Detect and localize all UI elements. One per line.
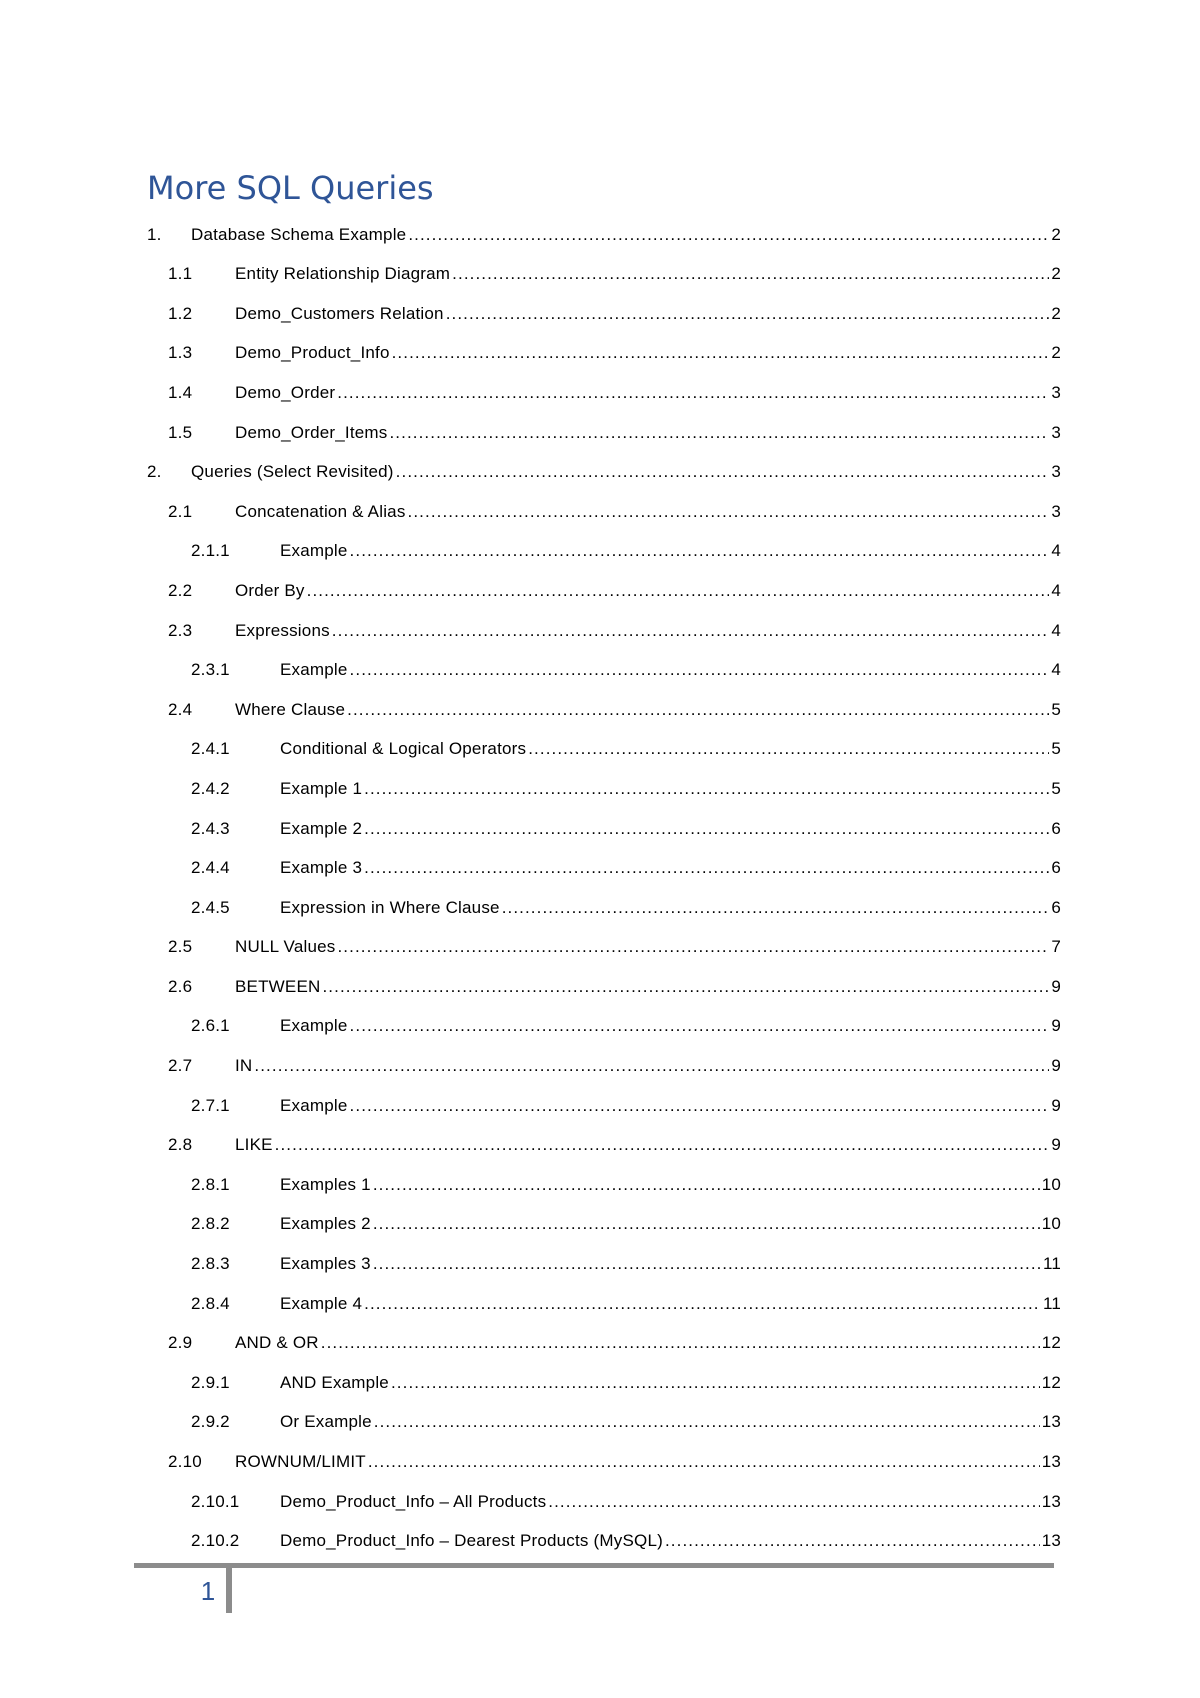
toc-dot-leader xyxy=(368,1451,1040,1473)
toc-dot-leader xyxy=(374,1411,1040,1433)
table-of-contents xyxy=(147,206,1061,1552)
toc-entry-label: Demo_Order_Items xyxy=(235,422,388,442)
toc-entry-label: Or Example xyxy=(280,1412,372,1432)
toc-entry-page: 9 xyxy=(1051,1056,1061,1076)
toc-entry[interactable] xyxy=(147,246,1061,286)
toc-dot-leader xyxy=(364,778,1049,800)
toc-entry-number: 2.6.1 xyxy=(191,1016,230,1036)
toc-entry-number: 2.9.2 xyxy=(191,1412,230,1432)
toc-entry-number: 2.4 xyxy=(168,699,193,719)
toc-entry-label: LIKE xyxy=(235,1135,273,1155)
toc-dot-leader xyxy=(350,1015,1050,1037)
toc-entry[interactable] xyxy=(147,325,1061,365)
toc-dot-leader xyxy=(322,976,1049,998)
toc-entry-number: 2.10.1 xyxy=(191,1491,240,1511)
toc-entry-number: 2.1 xyxy=(168,501,193,521)
toc-entry[interactable] xyxy=(147,1156,1061,1196)
toc-entry-page: 2 xyxy=(1051,343,1061,363)
toc-dot-leader xyxy=(502,897,1050,919)
toc-entry-label: Example 4 xyxy=(280,1293,363,1313)
toc-entry-label: Example xyxy=(280,1016,348,1036)
toc-dot-leader xyxy=(332,620,1050,642)
toc-entry-label: Demo_Product_Info – All Products xyxy=(280,1491,547,1511)
toc-entry-page: 2 xyxy=(1051,264,1061,284)
toc-entry-number: 2.9 xyxy=(168,1333,193,1353)
toc-entry-page: 9 xyxy=(1051,1135,1061,1155)
toc-entry-label: Concatenation & Alias xyxy=(235,501,406,521)
toc-entry-page: 7 xyxy=(1051,937,1061,957)
toc-entry-number: 1.2 xyxy=(168,303,193,323)
toc-dot-leader xyxy=(391,1372,1040,1394)
toc-entry[interactable] xyxy=(147,444,1061,484)
toc-dot-leader xyxy=(364,1293,1041,1315)
toc-entry-label: Example xyxy=(280,1095,348,1115)
toc-dot-leader xyxy=(389,422,1049,444)
toc-entry[interactable] xyxy=(147,1433,1061,1473)
toc-entry-number: 2.9.1 xyxy=(191,1372,230,1392)
toc-entry-page: 5 xyxy=(1051,778,1061,798)
toc-entry-page: 3 xyxy=(1051,382,1061,402)
toc-entry-label: Example xyxy=(280,660,348,680)
toc-entry-label: IN xyxy=(235,1056,253,1076)
toc-entry-page: 9 xyxy=(1051,1016,1061,1036)
toc-entry[interactable] xyxy=(147,1196,1061,1236)
toc-dot-leader xyxy=(373,1213,1040,1235)
toc-entry[interactable] xyxy=(147,1354,1061,1394)
toc-entry-number: 2.4.2 xyxy=(191,778,230,798)
toc-entry-page: 4 xyxy=(1051,541,1061,561)
toc-entry-number: 2.10.2 xyxy=(191,1531,240,1551)
toc-entry[interactable] xyxy=(147,364,1061,404)
toc-entry[interactable] xyxy=(147,998,1061,1038)
toc-entry[interactable] xyxy=(147,879,1061,919)
toc-entry-page: 4 xyxy=(1051,660,1061,680)
toc-entry-page: 5 xyxy=(1051,739,1061,759)
toc-dot-leader xyxy=(665,1530,1040,1552)
toc-dot-leader xyxy=(307,580,1050,602)
toc-dot-leader xyxy=(408,501,1050,523)
toc-entry-label: Examples 3 xyxy=(280,1254,371,1274)
toc-entry-number: 1.4 xyxy=(168,382,193,402)
toc-entry[interactable] xyxy=(147,1037,1061,1077)
toc-entry-page: 13 xyxy=(1041,1491,1061,1511)
toc-entry-page: 13 xyxy=(1041,1531,1061,1551)
toc-entry[interactable] xyxy=(147,404,1061,444)
toc-entry-label: Conditional & Logical Operators xyxy=(280,739,527,759)
toc-entry-label: Order By xyxy=(235,580,305,600)
toc-dot-leader xyxy=(373,1174,1040,1196)
toc-entry-number: 2.3.1 xyxy=(191,660,230,680)
toc-entry[interactable] xyxy=(147,206,1061,246)
toc-entry-page: 11 xyxy=(1042,1254,1061,1274)
toc-entry-label: Entity Relationship Diagram xyxy=(235,264,451,284)
toc-entry-number: 2.4.1 xyxy=(191,739,230,759)
toc-entry-page: 9 xyxy=(1051,1095,1061,1115)
toc-entry-number: 2.7 xyxy=(168,1056,193,1076)
toc-dot-leader xyxy=(364,818,1049,840)
toc-entry-page: 10 xyxy=(1041,1214,1061,1234)
toc-entry-number: 2.8 xyxy=(168,1135,193,1155)
toc-entry[interactable] xyxy=(147,1473,1061,1513)
toc-entry-label: BETWEEN xyxy=(235,976,321,996)
toc-entry-label: Expressions xyxy=(235,620,330,640)
toc-entry-label: ROWNUM/LIMIT xyxy=(235,1452,366,1471)
toc-entry-number: 2. xyxy=(147,462,162,482)
toc-entry[interactable] xyxy=(147,919,1061,959)
toc-entry-number: 2.8.1 xyxy=(191,1174,230,1194)
toc-entry-page: 11 xyxy=(1042,1293,1061,1313)
toc-entry-label: Demo_Product_Info – Dearest Products (MySQL) xyxy=(280,1531,663,1551)
toc-entry[interactable] xyxy=(147,1077,1061,1117)
toc-entry-number: 1.3 xyxy=(168,343,193,363)
toc-entry-page: 3 xyxy=(1051,462,1061,482)
toc-entry-label: AND Example xyxy=(280,1372,389,1392)
toc-entry-number: 2.8.4 xyxy=(191,1293,230,1313)
toc-entry-number: 2.3 xyxy=(168,620,193,640)
toc-entry-number: 2.10 xyxy=(168,1452,202,1471)
toc-entry[interactable] xyxy=(147,800,1061,840)
toc-entry[interactable] xyxy=(147,721,1061,761)
toc-entry-page: 6 xyxy=(1051,897,1061,917)
toc-entry-page: 9 xyxy=(1051,976,1061,996)
toc-dot-leader xyxy=(347,699,1049,721)
toc-entry[interactable] xyxy=(147,602,1061,642)
toc-dot-leader xyxy=(373,1253,1041,1275)
toc-entry-number: 2.4.4 xyxy=(191,858,230,878)
toc-entry-label: NULL Values xyxy=(235,937,336,957)
toc-entry[interactable] xyxy=(147,1117,1061,1157)
toc-entry[interactable] xyxy=(147,285,1061,325)
toc-entry-label: Demo_Product_Info xyxy=(235,343,390,363)
toc-dot-leader xyxy=(275,1134,1050,1156)
toc-entry-page: 12 xyxy=(1041,1372,1061,1392)
toc-entry-number: 2.7.1 xyxy=(191,1095,230,1115)
toc-dot-leader xyxy=(350,540,1050,562)
document-title: More SQL Queries xyxy=(147,169,434,207)
toc-entry-page: 3 xyxy=(1051,501,1061,521)
footer-divider xyxy=(226,1563,232,1613)
toc-entry-label: Database Schema Example xyxy=(191,224,407,244)
toc-entry[interactable] xyxy=(147,483,1061,523)
toc-entry-page: 12 xyxy=(1041,1333,1061,1353)
toc-dot-leader xyxy=(321,1332,1040,1354)
toc-entry-label: Example 2 xyxy=(280,818,363,838)
toc-entry-page: 4 xyxy=(1051,620,1061,640)
toc-entry-label: AND & OR xyxy=(235,1333,319,1353)
toc-entry-label: Example 3 xyxy=(280,858,363,878)
toc-dot-leader xyxy=(392,342,1050,364)
toc-entry-number: 2.1.1 xyxy=(191,541,230,561)
toc-entry[interactable] xyxy=(147,523,1061,563)
toc-dot-leader xyxy=(337,382,1049,404)
toc-dot-leader xyxy=(408,224,1049,246)
toc-entry[interactable] xyxy=(147,1275,1061,1315)
footer-rule xyxy=(134,1563,1054,1568)
page-number: 1 xyxy=(200,1576,216,1606)
toc-dot-leader xyxy=(528,738,1049,760)
toc-entry-page: 13 xyxy=(1041,1452,1061,1471)
toc-entry[interactable] xyxy=(147,958,1061,998)
toc-dot-leader xyxy=(337,936,1049,958)
toc-entry-page: 13 xyxy=(1041,1412,1061,1432)
toc-entry-page: 3 xyxy=(1051,422,1061,442)
toc-entry-label: Queries (Select Revisited) xyxy=(191,462,394,482)
toc-dot-leader xyxy=(364,857,1049,879)
toc-entry-number: 2.4.3 xyxy=(191,818,230,838)
toc-entry[interactable] xyxy=(147,642,1061,682)
toc-entry[interactable] xyxy=(147,681,1061,721)
toc-entry-number: 2.6 xyxy=(168,976,193,996)
toc-dot-leader xyxy=(548,1491,1039,1513)
toc-entry-number: 2.8.3 xyxy=(191,1254,230,1274)
toc-entry-number: 2.8.2 xyxy=(191,1214,230,1234)
toc-entry-number: 1.1 xyxy=(168,264,193,284)
toc-entry-number: 1.5 xyxy=(168,422,193,442)
toc-entry-page: 10 xyxy=(1041,1174,1061,1194)
toc-entry-number: 2.2 xyxy=(168,580,193,600)
toc-entry-page: 4 xyxy=(1051,580,1061,600)
toc-entry-page: 2 xyxy=(1051,224,1061,244)
toc-entry-label: Demo_Order xyxy=(235,382,336,402)
toc-entry[interactable] xyxy=(147,1394,1061,1434)
toc-dot-leader xyxy=(350,1095,1050,1117)
toc-dot-leader xyxy=(254,1055,1049,1077)
toc-entry[interactable] xyxy=(147,1315,1061,1355)
toc-entry-label: Example xyxy=(280,541,348,561)
toc-entry[interactable] xyxy=(147,1235,1061,1275)
toc-entry-page: 6 xyxy=(1051,818,1061,838)
toc-dot-leader xyxy=(350,659,1050,681)
toc-entry[interactable] xyxy=(147,1513,1061,1553)
toc-dot-leader xyxy=(396,461,1050,483)
toc-entry-label: Where Clause xyxy=(235,699,346,719)
toc-entry-number: 2.5 xyxy=(168,937,193,957)
toc-entry-number: 2.4.5 xyxy=(191,897,230,917)
toc-entry[interactable] xyxy=(147,760,1061,800)
toc-entry-label: Expression in Where Clause xyxy=(280,897,500,917)
toc-entry-label: Examples 1 xyxy=(280,1174,371,1194)
toc-entry-page: 2 xyxy=(1051,303,1061,323)
toc-entry[interactable] xyxy=(147,562,1061,602)
toc-entry[interactable] xyxy=(147,840,1061,880)
toc-dot-leader xyxy=(452,263,1049,285)
toc-entry-page: 6 xyxy=(1051,858,1061,878)
toc-entry-label: Examples 2 xyxy=(280,1214,371,1234)
toc-entry-label: Example 1 xyxy=(280,778,363,798)
toc-entry-label: Demo_Customers Relation xyxy=(235,303,444,323)
toc-entry-page: 5 xyxy=(1051,699,1061,719)
toc-entry-number: 1. xyxy=(147,224,162,244)
toc-dot-leader xyxy=(446,303,1050,325)
